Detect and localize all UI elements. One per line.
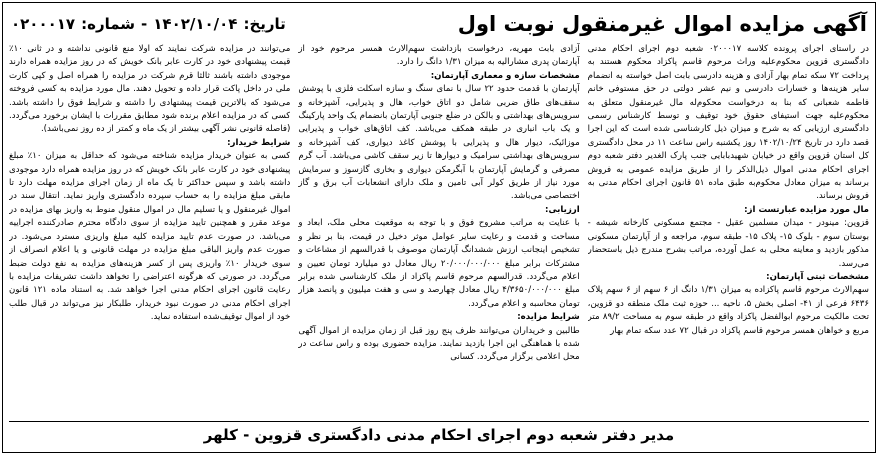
number-label: شماره: [81,15,136,33]
section-heading: شرایط خریدار: [227,137,291,148]
notice-title: آگهی مزایده اموال غیرمنقول نوبت اول [457,12,867,36]
section-heading: مال مورد مزایده عبارتست از: [744,204,869,215]
section-heading: مشخصات ثبتی آپارتمان: [766,271,869,282]
paragraph: کسی به عنوان خریدار مزایده شناخته می‌شود که حداقل به میزان ۱۰٪ مبلغ پیشنهادی خود در کارت عابر بانک خویش که در روز مزایده همراه دارد موجودی داشته باشد و سپس حداکثر تا یک ماه از زمان اجرای مزایده مهلت دارد تا مابقی مبلغ مزایده را به حساب سپرده دادگستری واریز نماید. انتقال سند در اموال غیرمنقول و یا تسلیم مال در اموال منقول منوط به واریز بهای مزایده در موعد مقرر و همچنین تایید مزایده از سوی دادگاه محترم صادرکننده اجراییه می‌باشد. در صورت عدم تایید مزایده کلیه مبلغ واریزی مسترد می‌شود. در صورت عدم واریز الباقی مبلغ مزایده در مهلت قانونی و یا اعلام انصراف از سوی خریدار ۱۰٪ واریزی پس از کسر هزینه‌های مزایده به نفع دولت ضبط می‌گردد. در صورتی که هرگونه اعتراضی را تخواهد داشت تشریفات مزایده با رعایت قانون اجرای احکام مدنی اجرا خواهد شد. به استناد ماده ۱۲۱ قانون اجرای احکام مدنی در صورت نبود خریدار، طلبکار نیز می‌تواند در قبال طلب خود از اموال توقیف‌شده استفاده نماید. [9,151,291,323]
paragraph: سهم‌الارث مرحوم قاسم پاکزاده به میزان ۱/۳۱ دانگ از ۶ سهم از ۶ سهم پلاک ۶۴۳۶ فرعی از ۴۱- اصلی بخش ۵، ناحیه ... حوزه ثبت ملک منطقه دو قزوین، تحت مالکیت مرحوم ابوالفضل پاکزاد واقع در طبقه سوم به مساحت ۸۹/۲ متر مربع و خواهان همسر مرحوم قاسم پاکزاد در قبال ۷۲ عدد سکه تمام بهار [587,285,869,336]
paragraph: آزادی بابت مهریه، درخواست بازداشت سهم‌الارث همسر مرحوم خود از آپارتمان پدری مشارالیه به میزان ۱/۳۱ دانگ را دارد. [298,44,580,68]
meta-separator: - [141,15,148,33]
paragraph: با عنایت به مراتب مشروح فوق و با توجه به موقعیت محلی ملک، ابعاد و مساحت و قدمت و رعایت سایر عوامل موثر دخیل در قیمت، بنا بر نظر و تشخیص اینجانب ارزش ششدانگ آپارتمان موصوف با قدرالسهم از مشاعات و مشترکات برابر مبلغ ۲۰/۰۰۰/۰۰۰/۰۰۰ ریال معادل دو میلیارد تومان تعیین و اعلام می‌گردد. قدرالسهم مرحوم قاسم پاکزاد از ملک کارشناسی شده برابر مبلغ ۴/۳۶۵۰/۰۰۰/۰۰۰ ریال معادل چهارصد و سی و هفت میلیون و پانصد هزار تومان محاسبه و اعلام می‌گردد. [298,218,580,309]
legal-notice [2,2,876,453]
column-right [588,43,869,421]
paragraph: قزوین: مینودر - میدان مسلمین عقیل - مجتمع مسکونی کارخانه شیشه - بوستان سوم - بلوک ۱۵- پلاک ۱۵- طبقه سوم، مراجعه و از آپارتمان مسکونی مذکور بازدید و معاینه محلی به عمل آورده، مراتب بشرح مندرج ذیل باستحضار می‌رسد. [587,218,869,269]
date-label: تاریخ: [243,15,286,33]
section-heading: مشخصات سازه و معماری آپارتمان: [430,70,580,81]
section-heading: ارزیابی: [545,204,580,215]
paragraph: آپارتمان با قدمت حدود ۲۲ سال با نمای سنگ و سازه اسکلت فلزی با پوشش سقف‌های طاق ضربی شامل دو اتاق خواب، هال و پذیرایی، آشپزخانه و سرویس‌های بهداشتی و بالکن در ضلع جنوبی آپارتمان بانضمام یک واحد پارکینگ و یک باب انباری در طبقه همکف می‌باشد. کف اتاق‌های خواب و پذیرایی موزائیک، دیوار هال و پذیرایی با پوشش کاغذ دیواری، کف آشپزخانه و سرویس‌های بهداشتی سرامیک و دیوارها تا زیر سقف کاشی می‌باشد. آب گرم مصرفی و گرمایش آپارتمان با آبگرمکن دیواری و بخاری گازسوز و سرمایش مورد نیاز از طریق کولر آبی تامین و ملک دارای انشعابات آب برق و گاز اختصاصی می‌باشد. [298,84,580,202]
number-value: ۰۲۰۰۰۱۷ [11,15,76,33]
date-value: ۱۴۰۲/۱۰/۰۴ [153,15,238,33]
paragraph: در راستای اجرای پرونده کلاسه ۰۲۰۰۰۱۷ شعبه دوم اجرای احکام مدنی دادگستری قزوین محکوم‌علیه وراث مرحوم قاسم پاکزاد محکوم هستند به پرداخت ۷۲ سکه تمام بهار آزادی و هزینه دادرسی بابت اصل خواسته به انضمام سایر هزینه‌ها و خسارات دادرسی و نیم عشر دولتی در حق مستوفی خانم فاطمه شعبانی که بنا به درخواست محکوم‌له مال غیرمنقول متعلق به محکوم‌علیه جهت استیفای حقوق خود توقیف و توسط کارشناس رسمی دادگستری ارزیابی که به شرح و میزان ذیل کارشناسی شده است که این اجرا قصد دارد در تاریخ ۱۴۰۲/۱۰/۲۴ روز یکشنبه راس ساعت ۱۱ در محل دادگستری کل استان قزوین واقع در خیابان شهیدبابایی جنب پارک الغدیر دفتر شعبه دوم اجرای احکام مدنی اموال ذیل‌الذکر را از طریق مزایده عمومی به فروش برساند به میزان معادل محکوم‌به طبق ماده ۵۱ قانون اجرای احکام مدنی به فروش برساند. [587,44,869,202]
paragraph: می‌توانند در مزایده شرکت نمایند که اولا منع قانونی نداشته و در ثانی ۱۰٪ قیمت پیشنهادی خود در کارت عابر بانک خویش که در روز مزایده همراه دارند موجودی داشته باشند ثالثا قرم شرکت در مزایده را همراه اصل و کپی کارت ملی در داخل پاکت قرار داده و تحویل دهند. مال مورد مزایده به کسی فروخته می‌شود که بالاترین قیمت پیشنهادی را داشته و شرایط فوق را داشته باشد. کسی که در مزایده اعلام برنده شود مطابق مقررات با ایشان برخورد می‌گردد. (فاصله قانونی نشر آگهی بیشتر از یک ماه و کمتر از ده روز نمی‌باشد). [9,44,291,135]
notice-header [11,9,867,39]
notice-meta [11,15,286,33]
paragraph: طالبین و خریداران می‌توانند ظرف پنج روز قبل از زمان مزایده از اموال آگهی شده با هماهنگی این اجرا بازدید نمایند. مزایده حضوری بوده و راس ساعت در محل اعلامی برگزار می‌گردد. کسانی [298,325,580,363]
notice-columns [9,43,869,421]
column-left [9,43,290,421]
section-heading: شرایط مزایده: [517,312,580,323]
column-middle [298,43,579,421]
notice-footer-signature: مدیر دفتر شعبه دوم اجرای احکام مدنی دادگستری قزوین - کلهر [9,421,869,448]
